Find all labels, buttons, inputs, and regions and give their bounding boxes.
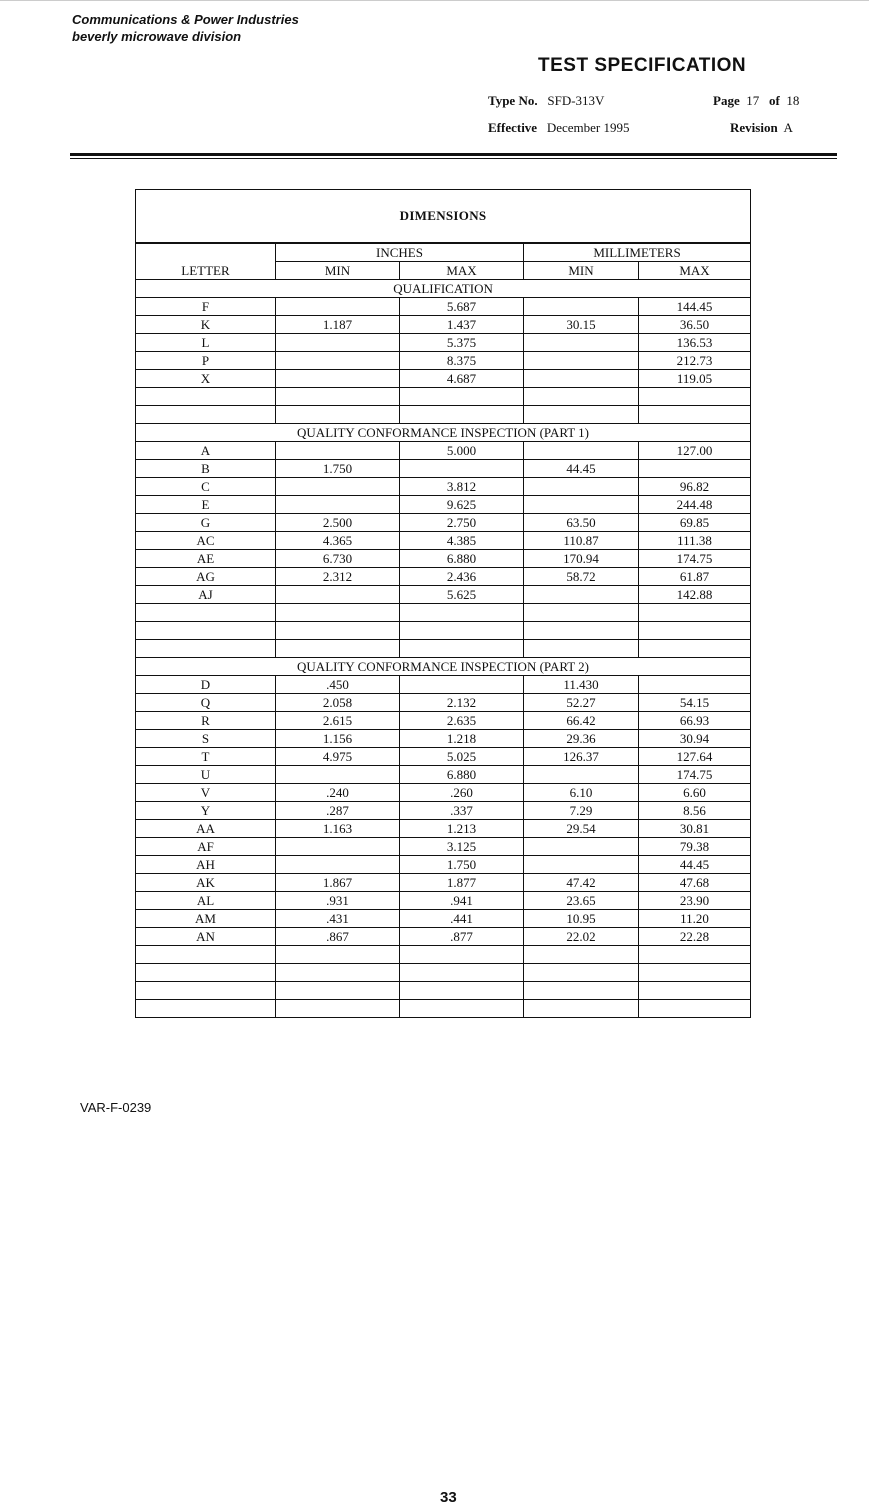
letter-cell: AC	[136, 532, 276, 550]
section-header-row	[136, 280, 751, 298]
inches-min-cell: .287	[276, 802, 400, 820]
mm-max-cell: 23.90	[639, 892, 751, 910]
blank-cell	[524, 964, 639, 982]
inches-min-cell: 2.500	[276, 514, 400, 532]
mm-min-cell: 7.29	[524, 802, 639, 820]
mm-max-cell: 30.81	[639, 820, 751, 838]
blank-cell	[639, 946, 751, 964]
blank-cell	[524, 622, 639, 640]
mm-min-cell	[524, 370, 639, 388]
inches-min-cell	[276, 586, 400, 604]
inches-max-cell: 2.132	[400, 694, 524, 712]
inches-max-cell: 5.625	[400, 586, 524, 604]
table-row	[136, 928, 751, 946]
blank-cell	[524, 946, 639, 964]
header-rule-thick	[70, 153, 837, 156]
mm-min-cell: 44.45	[524, 460, 639, 478]
blank-cell	[524, 982, 639, 1000]
inches-min-cell	[276, 370, 400, 388]
blank-row	[136, 982, 751, 1000]
type-number	[488, 93, 604, 109]
table-row	[136, 838, 751, 856]
column-header-row	[136, 262, 751, 280]
effective-value: December 1995	[546, 120, 630, 135]
mm-min-cell: 11.430	[524, 676, 639, 694]
table-row	[136, 874, 751, 892]
mm-min-cell: 66.42	[524, 712, 639, 730]
inches-max-cell	[400, 676, 524, 694]
blank-cell	[136, 946, 276, 964]
inches-max-cell: 3.812	[400, 478, 524, 496]
mm-min-cell: 47.42	[524, 874, 639, 892]
mm-max-cell: 96.82	[639, 478, 751, 496]
blank-cell	[639, 640, 751, 658]
mm-min-cell	[524, 442, 639, 460]
mm-min-cell: 30.15	[524, 316, 639, 334]
blank-cell	[276, 406, 400, 424]
letter-cell: K	[136, 316, 276, 334]
mm-max-cell: 144.45	[639, 298, 751, 316]
header-rule-thin	[70, 158, 837, 159]
blank-cell	[136, 388, 276, 406]
letter-cell: C	[136, 478, 276, 496]
mm-max-cell: 136.53	[639, 334, 751, 352]
mm-max-cell: 47.68	[639, 874, 751, 892]
letter-header-top	[136, 243, 276, 262]
blank-cell	[639, 604, 751, 622]
letter-cell: L	[136, 334, 276, 352]
mm-min-cell: 23.65	[524, 892, 639, 910]
inches-min-cell: 2.615	[276, 712, 400, 730]
mm-min-cell	[524, 856, 639, 874]
blank-cell	[639, 1000, 751, 1018]
type-number-label: Type No.	[488, 93, 538, 108]
letter-cell: X	[136, 370, 276, 388]
inches-max-cell	[400, 460, 524, 478]
letter-cell: AL	[136, 892, 276, 910]
blank-cell	[276, 622, 400, 640]
document-title: TEST SPECIFICATION	[538, 55, 747, 76]
mm-min-cell: 63.50	[524, 514, 639, 532]
blank-cell	[136, 406, 276, 424]
inches-max-cell: 9.625	[400, 496, 524, 514]
revision-label: Revision	[730, 120, 778, 135]
mm-min-cell: 22.02	[524, 928, 639, 946]
inches-max-cell: 6.880	[400, 550, 524, 568]
table-row	[136, 532, 751, 550]
inches-min-cell: 1.187	[276, 316, 400, 334]
effective-date	[488, 120, 630, 136]
mm-max-cell: 69.85	[639, 514, 751, 532]
letter-cell: D	[136, 676, 276, 694]
mm-max-cell: 142.88	[639, 586, 751, 604]
mm-min-cell: 170.94	[524, 550, 639, 568]
blank-cell	[400, 388, 524, 406]
mm-min-cell: 126.37	[524, 748, 639, 766]
table-row	[136, 748, 751, 766]
revision-value: A	[783, 120, 793, 135]
mm-min-cell: 58.72	[524, 568, 639, 586]
inches-max-cell: 2.750	[400, 514, 524, 532]
table-row	[136, 442, 751, 460]
inches-min-header: MIN	[276, 262, 400, 280]
letter-cell: A	[136, 442, 276, 460]
top-scan-edge	[0, 0, 869, 1]
letter-cell: B	[136, 460, 276, 478]
mm-max-cell: 127.64	[639, 748, 751, 766]
blank-row	[136, 640, 751, 658]
inches-min-cell: .931	[276, 892, 400, 910]
blank-cell	[136, 640, 276, 658]
table-row	[136, 316, 751, 334]
form-number: VAR-F-0239	[80, 1100, 152, 1115]
inches-max-cell: 1.218	[400, 730, 524, 748]
table-row	[136, 550, 751, 568]
blank-row	[136, 604, 751, 622]
blank-cell	[639, 406, 751, 424]
mm-max-cell: 119.05	[639, 370, 751, 388]
unit-group-row	[136, 243, 751, 262]
letter-cell: F	[136, 298, 276, 316]
inches-min-cell: 4.365	[276, 532, 400, 550]
letter-cell: AE	[136, 550, 276, 568]
mm-max-cell: 212.73	[639, 352, 751, 370]
page-number: 33	[440, 1489, 457, 1506]
blank-cell	[136, 622, 276, 640]
inches-min-cell: 1.156	[276, 730, 400, 748]
inches-max-cell: 2.635	[400, 712, 524, 730]
mm-max-cell: 22.28	[639, 928, 751, 946]
mm-min-cell	[524, 496, 639, 514]
blank-row	[136, 388, 751, 406]
inches-max-cell: 4.687	[400, 370, 524, 388]
inches-max-cell: 3.125	[400, 838, 524, 856]
millimeters-group-header: MILLIMETERS	[524, 243, 751, 262]
inches-min-cell	[276, 334, 400, 352]
table-row	[136, 352, 751, 370]
inches-min-cell	[276, 352, 400, 370]
table-row	[136, 478, 751, 496]
letter-cell: G	[136, 514, 276, 532]
blank-cell	[400, 982, 524, 1000]
mm-max-cell: 44.45	[639, 856, 751, 874]
table-row	[136, 676, 751, 694]
mm-min-cell	[524, 478, 639, 496]
inches-min-cell: 1.867	[276, 874, 400, 892]
inches-max-cell: .260	[400, 784, 524, 802]
inches-max-cell: 1.213	[400, 820, 524, 838]
mm-min-cell	[524, 298, 639, 316]
inches-max-cell: 5.687	[400, 298, 524, 316]
letter-cell: AK	[136, 874, 276, 892]
section-title: QUALITY CONFORMANCE INSPECTION (PART 1)	[136, 424, 751, 442]
mm-min-cell	[524, 586, 639, 604]
mm-max-cell: 54.15	[639, 694, 751, 712]
letter-cell: AN	[136, 928, 276, 946]
mm-min-cell: 110.87	[524, 532, 639, 550]
page-indicator	[713, 93, 799, 109]
inches-min-cell: 4.975	[276, 748, 400, 766]
table-row	[136, 802, 751, 820]
letter-cell: AA	[136, 820, 276, 838]
mm-min-cell: 29.54	[524, 820, 639, 838]
inches-max-cell: .441	[400, 910, 524, 928]
effective-label: Effective	[488, 120, 538, 135]
mm-max-cell: 8.56	[639, 802, 751, 820]
mm-max-cell: 66.93	[639, 712, 751, 730]
inches-max-cell: 2.436	[400, 568, 524, 586]
mm-max-header: MAX	[639, 262, 751, 280]
blank-row	[136, 622, 751, 640]
page-label: Page	[713, 93, 740, 108]
mm-max-cell	[639, 676, 751, 694]
blank-cell	[400, 406, 524, 424]
table-row	[136, 730, 751, 748]
inches-min-cell	[276, 838, 400, 856]
blank-row	[136, 946, 751, 964]
blank-cell	[276, 388, 400, 406]
letter-cell: T	[136, 748, 276, 766]
dimensions-table	[135, 189, 751, 1018]
mm-min-header: MIN	[524, 262, 639, 280]
table-row	[136, 766, 751, 784]
inches-max-cell: 1.750	[400, 856, 524, 874]
inches-min-cell: .240	[276, 784, 400, 802]
blank-cell	[524, 388, 639, 406]
inches-min-cell	[276, 766, 400, 784]
mm-max-cell: 11.20	[639, 910, 751, 928]
table-row	[136, 892, 751, 910]
inches-max-cell: 5.025	[400, 748, 524, 766]
blank-cell	[524, 1000, 639, 1018]
mm-max-cell: 79.38	[639, 838, 751, 856]
letter-cell: AM	[136, 910, 276, 928]
blank-cell	[400, 622, 524, 640]
inches-min-cell	[276, 496, 400, 514]
blank-cell	[136, 964, 276, 982]
mm-max-cell: 30.94	[639, 730, 751, 748]
mm-min-cell: 10.95	[524, 910, 639, 928]
letter-cell: Y	[136, 802, 276, 820]
letter-cell: AH	[136, 856, 276, 874]
section-header-row	[136, 424, 751, 442]
inches-min-cell: .431	[276, 910, 400, 928]
table-row	[136, 298, 751, 316]
mm-max-cell: 174.75	[639, 550, 751, 568]
inches-min-cell: 2.058	[276, 694, 400, 712]
company-name: Communications & Power Industries	[72, 12, 299, 27]
inches-min-cell: 2.312	[276, 568, 400, 586]
letter-cell: U	[136, 766, 276, 784]
table-title-row	[136, 190, 751, 244]
table-row	[136, 334, 751, 352]
blank-cell	[276, 604, 400, 622]
section-header-row	[136, 658, 751, 676]
inches-max-cell: .877	[400, 928, 524, 946]
blank-cell	[400, 946, 524, 964]
mm-min-cell: 52.27	[524, 694, 639, 712]
mm-min-cell	[524, 334, 639, 352]
inches-min-cell	[276, 442, 400, 460]
mm-max-cell: 174.75	[639, 766, 751, 784]
inches-min-cell: 1.163	[276, 820, 400, 838]
inches-max-cell: 1.877	[400, 874, 524, 892]
mm-max-cell: 61.87	[639, 568, 751, 586]
table-row	[136, 694, 751, 712]
mm-max-cell: 127.00	[639, 442, 751, 460]
table-row	[136, 370, 751, 388]
blank-row	[136, 406, 751, 424]
inches-max-cell: 4.385	[400, 532, 524, 550]
mm-min-cell	[524, 352, 639, 370]
table-row	[136, 460, 751, 478]
table-row	[136, 514, 751, 532]
blank-cell	[639, 622, 751, 640]
letter-column-header: LETTER	[136, 262, 276, 280]
section-title: QUALIFICATION	[136, 280, 751, 298]
blank-cell	[400, 604, 524, 622]
blank-cell	[400, 964, 524, 982]
blank-cell	[276, 982, 400, 1000]
mm-max-cell: 111.38	[639, 532, 751, 550]
inches-max-cell: 5.000	[400, 442, 524, 460]
inches-group-header: INCHES	[276, 243, 524, 262]
table-row	[136, 820, 751, 838]
page-total: 18	[786, 93, 800, 108]
mm-max-cell	[639, 460, 751, 478]
blank-cell	[400, 640, 524, 658]
table-row	[136, 910, 751, 928]
inches-max-header: MAX	[400, 262, 524, 280]
letter-cell: E	[136, 496, 276, 514]
letter-cell: AJ	[136, 586, 276, 604]
mm-min-cell	[524, 766, 639, 784]
inches-max-cell: .337	[400, 802, 524, 820]
mm-max-cell: 244.48	[639, 496, 751, 514]
section-title: QUALITY CONFORMANCE INSPECTION (PART 2)	[136, 658, 751, 676]
blank-cell	[276, 1000, 400, 1018]
blank-row	[136, 964, 751, 982]
inches-max-cell: 8.375	[400, 352, 524, 370]
blank-cell	[639, 982, 751, 1000]
blank-cell	[276, 964, 400, 982]
letter-cell: P	[136, 352, 276, 370]
blank-row	[136, 1000, 751, 1018]
blank-cell	[524, 406, 639, 424]
mm-max-cell: 36.50	[639, 316, 751, 334]
type-number-value: SFD-313V	[547, 93, 605, 108]
table-row	[136, 568, 751, 586]
blank-cell	[276, 946, 400, 964]
blank-cell	[639, 388, 751, 406]
table-row	[136, 496, 751, 514]
inches-min-cell	[276, 298, 400, 316]
letter-cell: V	[136, 784, 276, 802]
mm-max-cell: 6.60	[639, 784, 751, 802]
letter-cell: AG	[136, 568, 276, 586]
blank-cell	[524, 604, 639, 622]
blank-cell	[524, 640, 639, 658]
mm-min-cell: 29.36	[524, 730, 639, 748]
blank-cell	[136, 1000, 276, 1018]
table-row	[136, 586, 751, 604]
revision	[730, 120, 793, 136]
letter-cell: R	[136, 712, 276, 730]
blank-cell	[136, 604, 276, 622]
letter-cell: S	[136, 730, 276, 748]
inches-max-cell: 1.437	[400, 316, 524, 334]
blank-cell	[136, 982, 276, 1000]
inches-min-cell: 6.730	[276, 550, 400, 568]
table-title: DIMENSIONS	[136, 190, 751, 244]
letter-cell: AF	[136, 838, 276, 856]
inches-max-cell: .941	[400, 892, 524, 910]
division-name: beverly microwave division	[72, 29, 242, 44]
blank-cell	[639, 964, 751, 982]
inches-min-cell	[276, 856, 400, 874]
page-of-label: of	[768, 93, 780, 108]
inches-min-cell: .867	[276, 928, 400, 946]
inches-max-cell: 5.375	[400, 334, 524, 352]
table-row	[136, 784, 751, 802]
inches-min-cell: 1.750	[276, 460, 400, 478]
letter-cell: Q	[136, 694, 276, 712]
inches-min-cell	[276, 478, 400, 496]
table-row	[136, 712, 751, 730]
mm-min-cell	[524, 838, 639, 856]
page-current: 17	[746, 93, 760, 108]
blank-cell	[276, 640, 400, 658]
inches-max-cell: 6.880	[400, 766, 524, 784]
blank-cell	[400, 1000, 524, 1018]
inches-min-cell: .450	[276, 676, 400, 694]
table-row	[136, 856, 751, 874]
mm-min-cell: 6.10	[524, 784, 639, 802]
company-name-block	[72, 11, 299, 45]
